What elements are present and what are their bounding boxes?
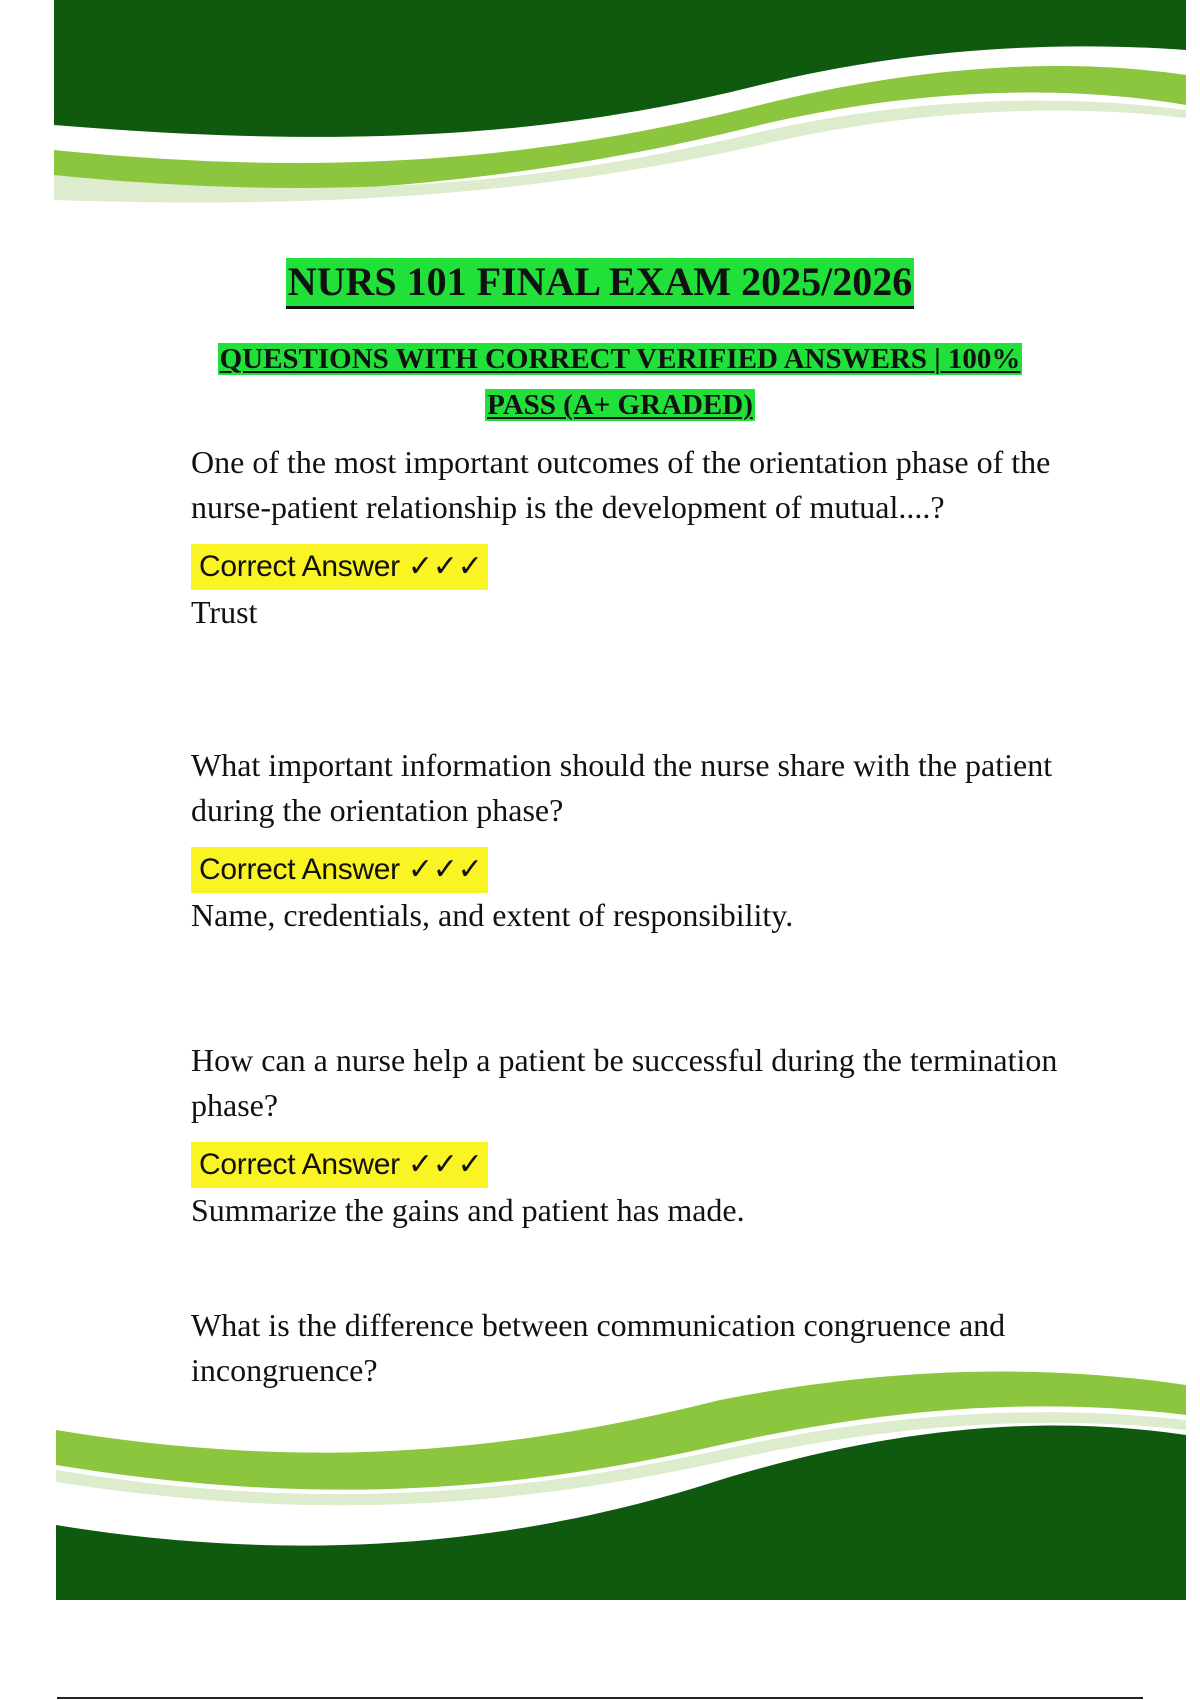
correct-answer-label: Correct Answer ✓✓✓ [191,847,488,893]
subtitle-container [195,336,1045,428]
question-text: What is the difference between communication congruence and incongruence? [191,1307,1006,1388]
document-title: NURS 101 FINAL EXAM 2025/2026 [286,258,914,309]
bottom-wave-banner [0,1370,1200,1610]
question-text: One of the most important outcomes of the orientation phase of the nurse-patient relationship is the development of mutual....? [191,444,1051,525]
correct-answer-label: Correct Answer ✓✓✓ [191,544,488,590]
document-subtitle: QUESTIONS WITH CORRECT VERIFIED ANSWERS | 100% PASS (A+ GRADED) [219,343,1021,421]
qa-item [191,743,1061,938]
answer-text: Name, credentials, and extent of responsibility. [191,897,794,933]
qa-item [191,440,1061,635]
question-text: How can a nurse help a patient be successful during the termination phase? [191,1042,1058,1123]
qa-content [191,440,1061,1393]
answer-text: Trust [191,594,258,630]
top-wave-banner [0,0,1200,210]
footer-rule [57,1697,1143,1699]
answer-text: Summarize the gains and patient has made. [191,1192,745,1228]
question-text: What important information should the nurse share with the patient during the orientation phase? [191,747,1053,828]
qa-item [191,1038,1061,1233]
correct-answer-label: Correct Answer ✓✓✓ [191,1142,488,1188]
title-container [0,258,1200,309]
